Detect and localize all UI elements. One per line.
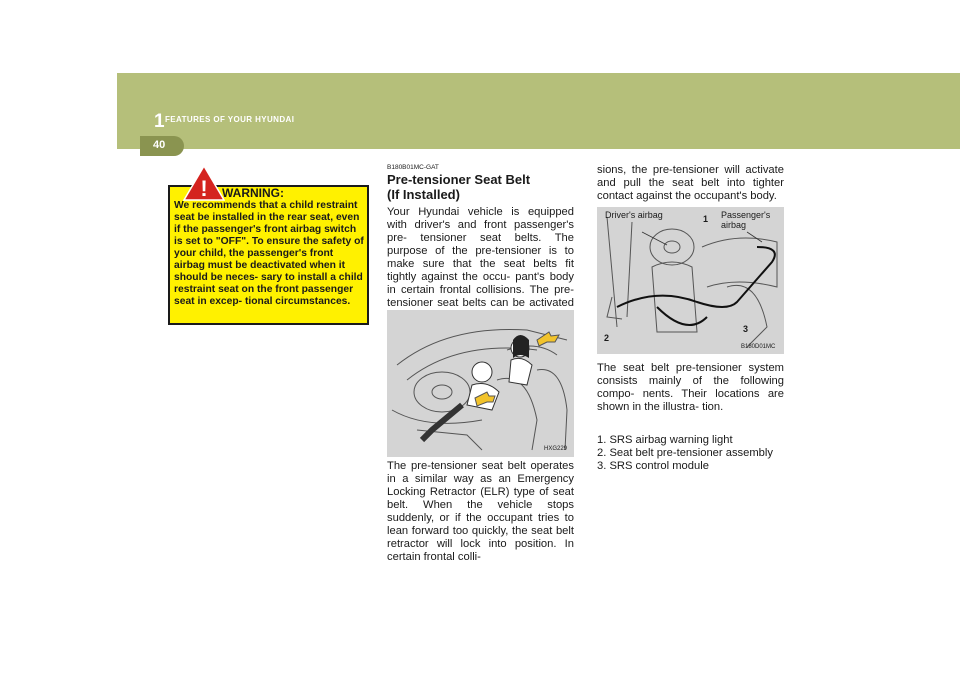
section-title-line2: (If Installed) <box>387 187 460 202</box>
warning-title: WARNING: <box>222 186 284 200</box>
list-item: 1. SRS airbag warning light <box>597 434 733 446</box>
label-drivers-airbag: Driver's airbag <box>605 210 663 220</box>
chapter-title: FEATURES OF YOUR HYUNDAI <box>165 115 295 124</box>
list-item: 3. SRS control module <box>597 460 709 472</box>
figure-component-locations <box>597 207 784 354</box>
components-list <box>597 434 773 473</box>
section-title-line1: Pre-tensioner Seat Belt <box>387 172 531 187</box>
chapter-header-band <box>117 73 960 149</box>
list-item: 2. Seat belt pre-tensioner assembly <box>597 447 773 459</box>
body-paragraph: The pre-tensioner seat belt operates in a similar way as an Emergency Locking Retractor (ELR) type of seat belt. When the vehicle stops suddenly, or if the occupant tries to lean forward too quickly, the seat belt retractor will lock into position. In certain frontal colli- <box>387 460 574 563</box>
car-interior-illustration <box>387 310 574 457</box>
label-number-3: 3 <box>743 324 749 334</box>
label-number-1: 1 <box>703 214 709 224</box>
figure1-code: HXG229 <box>544 446 568 452</box>
label-number-2: 2 <box>604 333 610 343</box>
section-code: B180B01MC-GAT <box>387 164 439 171</box>
warning-text: We recommends that a child restraint seat be installed in the rear seat, even if the passenger's front airbag switch is set to "OFF". To ensure the safety of your child, the passenger's front airbag must be deactivated when it should be neces- sary to install a child restraint seat on the front passenger seat in excep- tional circumstances. <box>174 200 364 307</box>
label-passengers-airbag: Passenger's airbag <box>721 210 771 230</box>
section-title <box>387 172 530 202</box>
intro-paragraph: Your Hyundai vehicle is equipped with driver's and front passenger's pre- tensioner seat belts. The purpose of the pre-tensioner is to make sure that the seat belts fit tightly against the occu- pant's body in certain frontal collisions. The pre-tensioner seat belts can be activated <box>387 206 574 309</box>
figure2-code: B180D01MC <box>741 344 776 350</box>
warning-triangle-icon <box>183 165 225 201</box>
continued-paragraph: sions, the pre-tensioner will activate and pull the seat belt into tighter contact against the occupant's body. <box>597 164 784 202</box>
svg-text:!: ! <box>200 176 208 201</box>
system-paragraph: The seat belt pre-tensioner system consists mainly of the following compo- nents. Their locations are shown in the illustra- tion. <box>597 362 784 413</box>
page-number: 40 <box>153 139 166 151</box>
warning-box <box>168 176 369 325</box>
chapter-number: 1 <box>154 111 165 132</box>
figure-pretensioner-illustration <box>387 310 574 457</box>
